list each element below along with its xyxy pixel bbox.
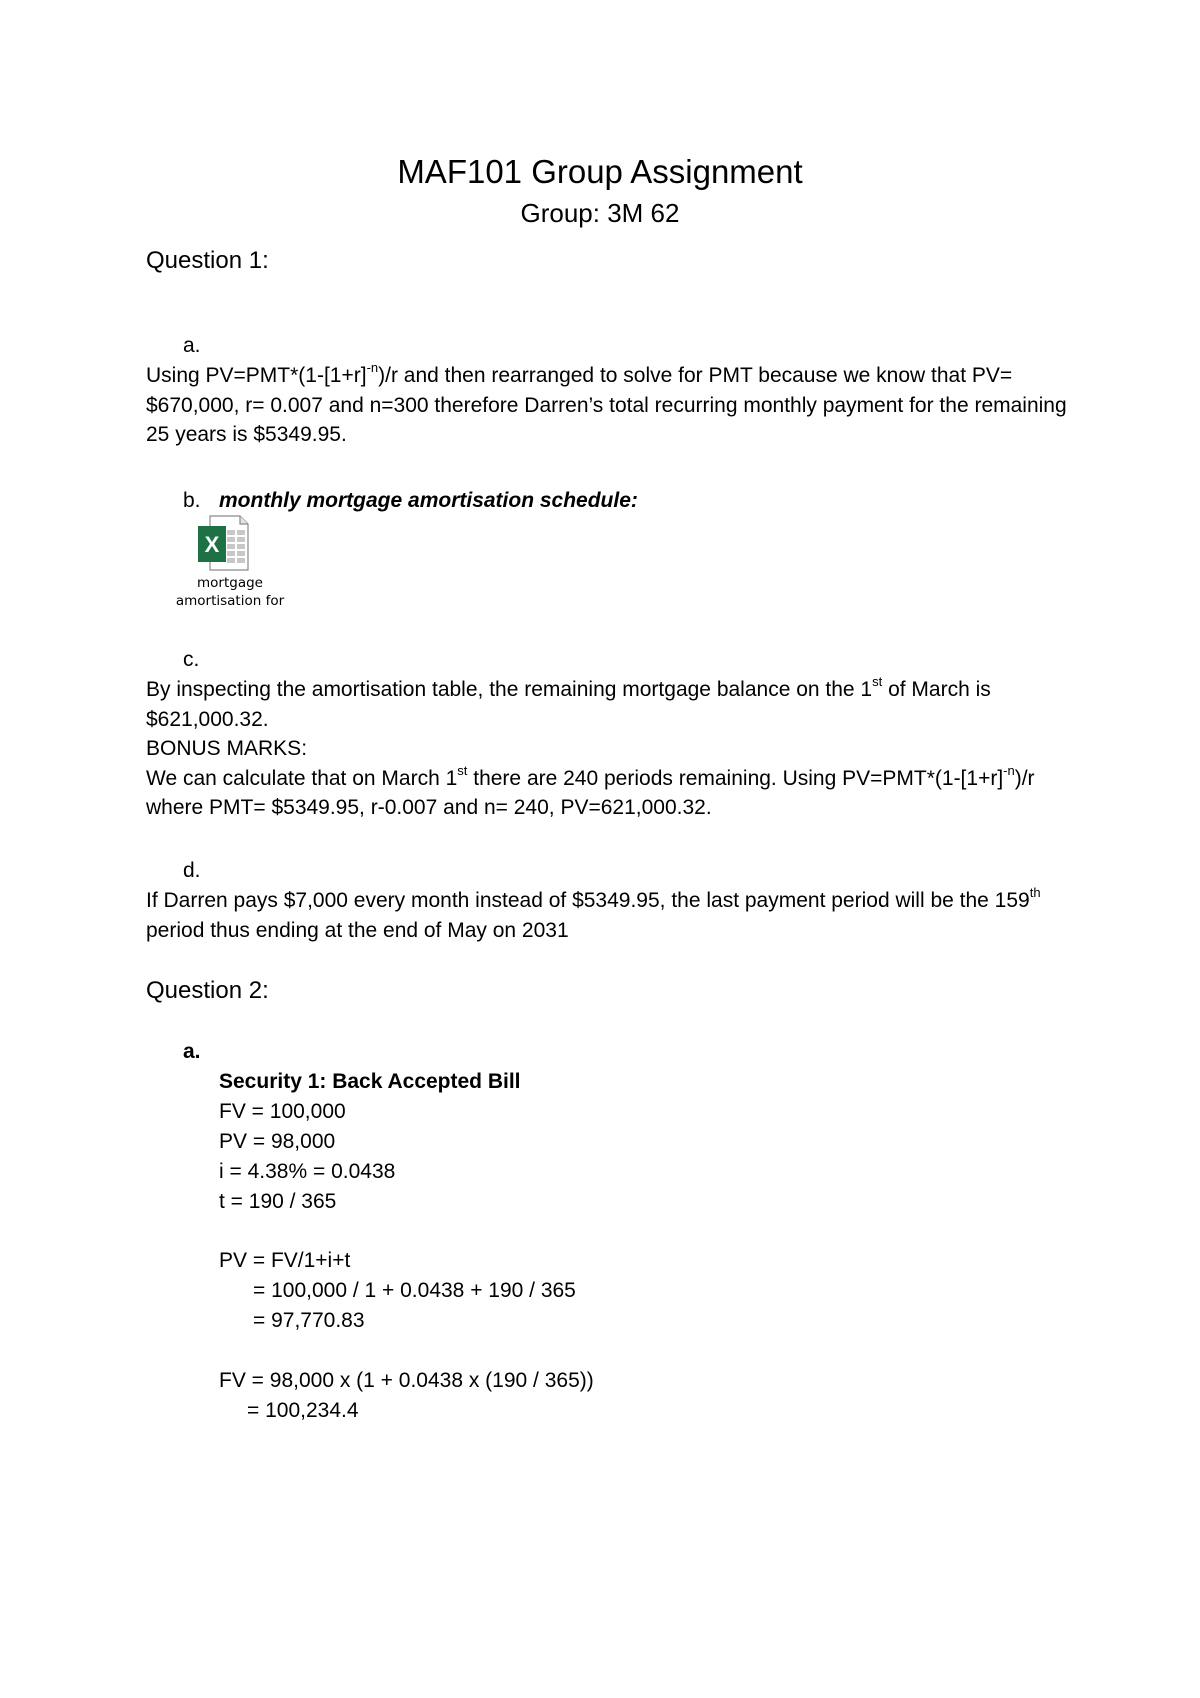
fv-value: FV = 100,000: [219, 1100, 346, 1123]
pv-result: = 97,770.83: [253, 1309, 365, 1332]
q1-part-c-label: c.: [183, 648, 200, 671]
q1-part-b-label: b.: [183, 489, 201, 512]
interest-rate: i = 4.38% = 0.0438: [219, 1160, 396, 1183]
q1-part-d-label: d.: [183, 859, 201, 882]
q1-part-c-text: By inspecting the amortisation table, the remaining mortgage balance on the 1st of March is $621,000.32. BONUS MARKS: We can calculate that on March 1st there are 240 periods remaining. Using $PV=PMT*(1-[1+r]^{-n})/r$ where PMT= $5349.95, r-0.007 and n= 240, PV=621,000.32.: [146, 674, 1035, 819]
group-heading: Group: 3M 62: [520, 198, 680, 228]
document-title: MAF101 Group Assignment: [397, 153, 803, 190]
q2-part-a-label: a.: [183, 1040, 201, 1063]
fv-result: = 100,234.4: [247, 1399, 359, 1422]
q1-part-a-label: a.: [183, 334, 201, 357]
question-2-heading: Question 2:: [146, 977, 269, 1004]
q1-part-b-text: monthly mortgage amortisation schedule:: [219, 489, 638, 512]
q1-part-d-text: If Darren pays $7,000 every month instead of $5349.95, the last payment period will be the 159th period thus ending at the end of May on 2031: [146, 885, 1041, 942]
excel-file-icon: [194, 514, 252, 572]
time-period: t = 190 / 365: [219, 1190, 337, 1213]
pv-formula: PV = FV/1+i+t: [219, 1249, 351, 1272]
excel-attachment[interactable]: [164, 514, 296, 614]
q1-part-a-text: Using $PV=PMT*(1-[1+r]^{-n})/r$ and then rearranged to solve for PMT because we know that PV= $670,000, r= 0.007 and n=300 therefore Darren’s total recurring monthly payment for the remaining 25 years is $5349.95.: [146, 360, 1067, 446]
svg-text:X: X: [204, 532, 220, 557]
question-1-heading: Question 1:: [146, 247, 269, 274]
security-title: Security 1: Back Accepted Bill: [219, 1070, 521, 1093]
attachment-caption: mortgage amortisation for: [175, 575, 285, 609]
pv-value: PV = 98,000: [219, 1130, 336, 1153]
fv-formula: FV = 98,000 x (1 + 0.0438 x (190 / 365)): [219, 1369, 594, 1392]
pv-calc-step: = 100,000 / 1 + 0.0438 + 190 / 365: [253, 1279, 576, 1302]
